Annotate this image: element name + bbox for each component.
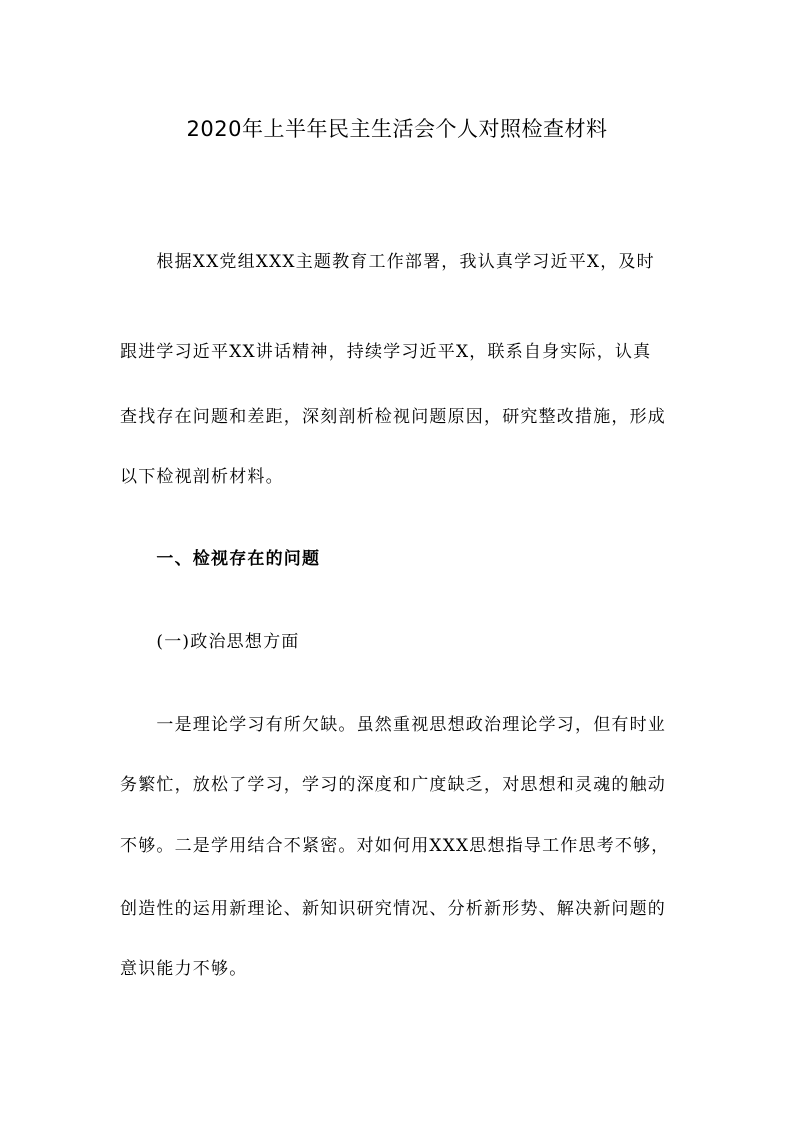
intro-line-4: 以下检视剖析材料。	[120, 467, 284, 487]
intro-line-1: 根据XX党组XXX主题教育工作部署，我认真学习近平X，及时	[120, 252, 655, 272]
intro-line-2: 跟进学习近平XX讲话精神，持续学习近平X，联系自身实际，认真	[120, 342, 652, 362]
subsection-heading: (一)政治思想方面	[120, 632, 300, 652]
body-line-2: 务繁忙，放松了学习，学习的深度和广度缺乏，对思想和灵魂的触动	[120, 775, 666, 795]
document-title: 2020年上半年民主生活会个人对照检查材料	[186, 117, 608, 141]
body-line-5: 意识能力不够。	[120, 959, 248, 979]
section-heading: 一、检视存在的问题	[120, 549, 321, 569]
body-line-1: 一是理论学习有所欠缺。虽然重视思想政治理论学习，但有时业	[120, 715, 666, 735]
body-line-3: 不够。二是学用结合不紧密。对如何用XXX思想指导工作思考不够，	[120, 836, 670, 856]
intro-line-3: 查找存在问题和差距，深刻剖析检视问题原因，研究整改措施，形成	[120, 407, 666, 427]
body-line-4: 创造性的运用新理论、新知识研究情况、分析新形势、解决新问题的	[120, 899, 666, 919]
